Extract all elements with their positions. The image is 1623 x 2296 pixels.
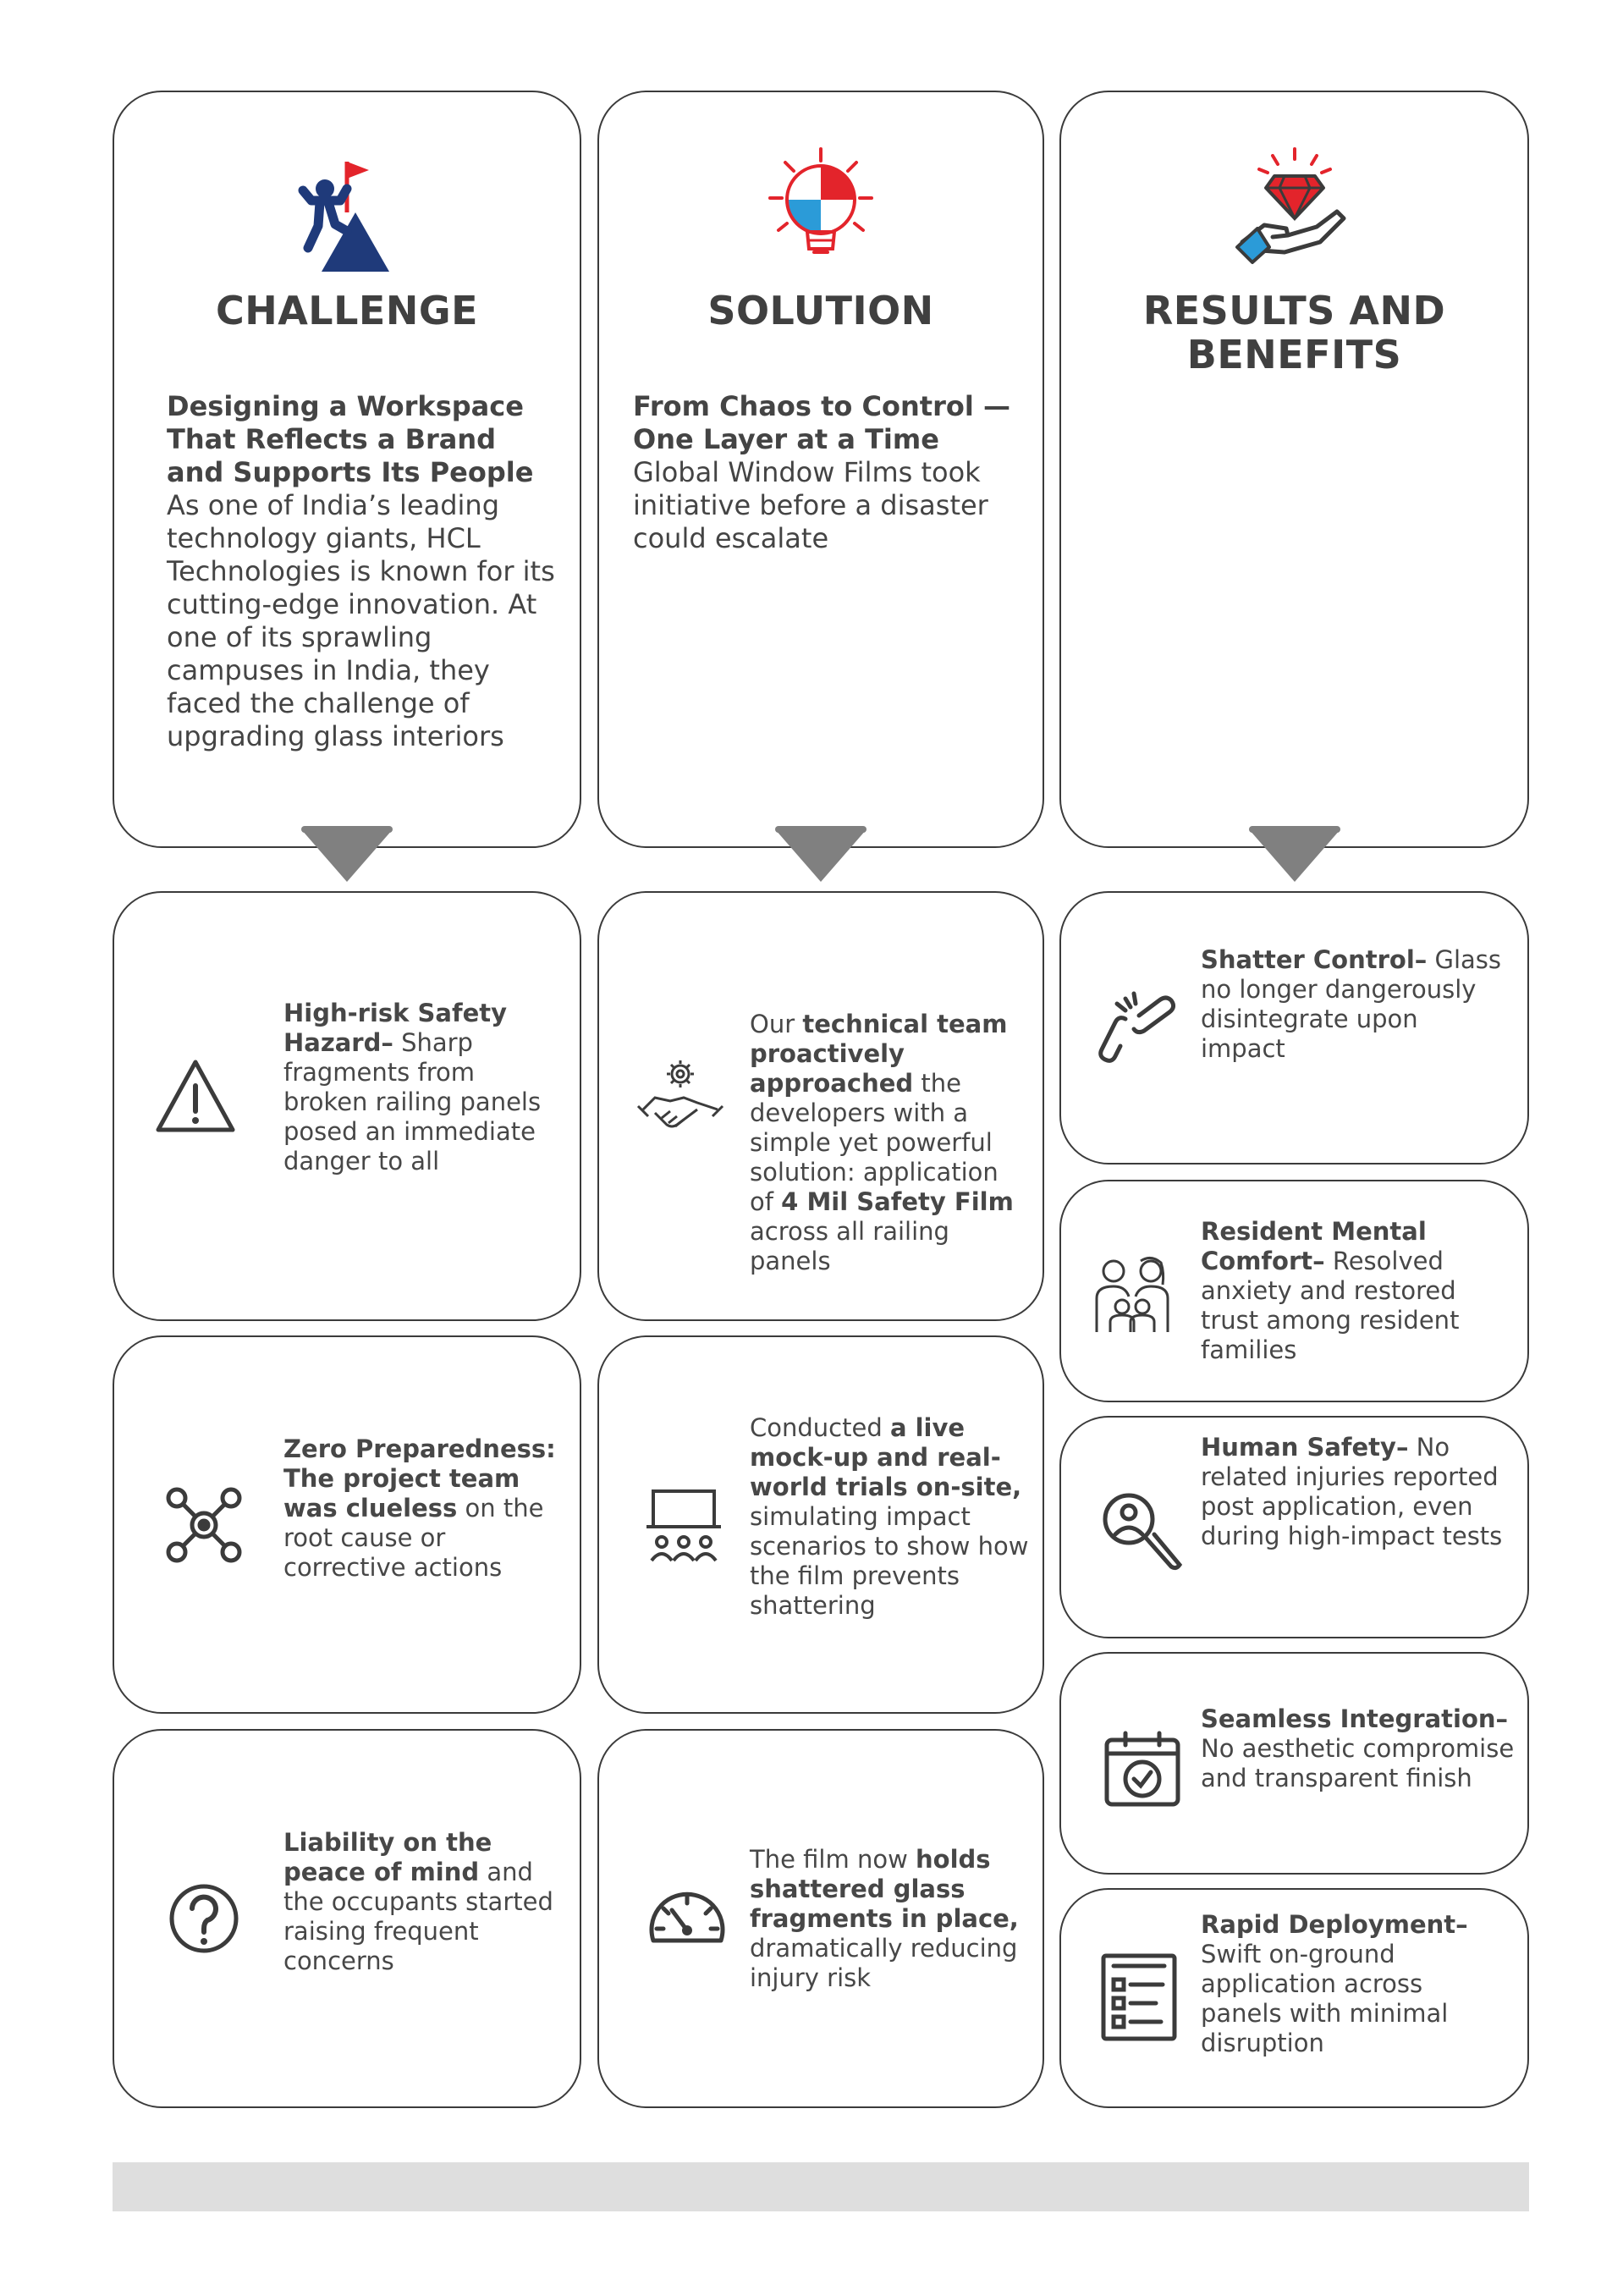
lightbulb-puzzle-icon [762, 147, 880, 266]
solution-item-1-part-5: across all railing panels [750, 1217, 949, 1275]
challenge-item-1-bold: High-risk Safety Hazard– [283, 999, 508, 1057]
result-item-3 [1059, 1416, 1529, 1638]
challenge-intro [167, 390, 556, 753]
result-item-4-text [1201, 1704, 1522, 1793]
solution-item-3-part-2: holds shattered glass fragments in place, [750, 1845, 1019, 1933]
challenge-item-2-bold: Zero Preparedness: The project team was clueless [283, 1434, 556, 1522]
solution-intro-body: Global Window Films took initiative before a disaster could escalate [633, 456, 988, 554]
solution-item-2-part-2: a live mock-up and real-world trials on-site, [750, 1413, 1022, 1501]
result-item-2-text [1201, 1217, 1505, 1365]
result-item-2-bold: Resident Mental Comfort– [1201, 1217, 1427, 1275]
result-item-4 [1059, 1652, 1529, 1875]
question-icon [160, 1875, 248, 1963]
solution-intro [633, 390, 1014, 555]
challenge-item-1 [113, 891, 581, 1321]
calendar-check-icon [1098, 1726, 1186, 1814]
gear-handshake-icon [636, 1054, 724, 1142]
solution-down-arrow [775, 829, 867, 882]
result-item-1 [1059, 891, 1529, 1165]
challenge-item-3-body: and the occupants started raising frequent concerns [283, 1858, 553, 1975]
result-item-3-body: No related injuries reported post application, even during high-impact tests [1201, 1433, 1503, 1550]
solution-intro-heading: From Chaos to Control — One Layer at a Time [633, 390, 1010, 455]
solution-item-3-part-3: dramatically reducing injury risk [750, 1934, 1018, 1992]
results-down-arrow [1249, 829, 1340, 882]
solution-item-2-part-3: simulating impact scenarios to show how the film prevents shattering [750, 1502, 1029, 1620]
network-nodes-icon [160, 1481, 248, 1569]
result-item-5-text [1201, 1910, 1505, 2058]
challenge-item-2-text [283, 1434, 563, 1583]
result-item-3-bold: Human Safety– [1201, 1433, 1409, 1462]
warning-icon [151, 1052, 239, 1140]
solution-item-3-text [750, 1845, 1029, 1993]
challenge-item-1-text [283, 999, 554, 1176]
challenge-intro-heading: Designing a Workspace That Reflects a Brand and Supports Its People [167, 390, 534, 488]
solution-header-card [597, 91, 1044, 848]
solution-item-1-part-3: the developers with a simple yet powerful solution: application of [750, 1069, 999, 1216]
challenge-down-arrow [301, 829, 393, 882]
challenge-item-3-bold: Liability on the peace of mind [283, 1828, 492, 1886]
solution-item-3-part-1: The film now [750, 1845, 916, 1874]
solution-item-2-part-1: Conducted [750, 1413, 890, 1442]
solution-item-2 [597, 1335, 1044, 1714]
checklist-icon [1095, 1952, 1183, 2040]
result-item-5-body: Swift on-ground application across panels with minimal disruption [1201, 1940, 1449, 2057]
challenge-intro-body: As one of India’s leading technology giants, HCL Technologies is known for its cutting-edge innovation. At one of its sprawling campuses in India, they faced the challenge of upgrading glass interiors [167, 489, 555, 752]
result-item-2 [1059, 1180, 1529, 1402]
gauge-icon [643, 1878, 731, 1966]
results-title: RESULTS AND BENEFITS [1142, 288, 1446, 377]
result-item-1-bold: Shatter Control– [1201, 945, 1428, 974]
challenge-item-3 [113, 1729, 581, 2108]
solution-item-1-part-2: technical team proactively approached [750, 1010, 1008, 1098]
result-item-4-body: No aesthetic compromise and transparent finish [1201, 1734, 1515, 1792]
broken-link-icon [1095, 982, 1183, 1070]
result-item-5-bold: Rapid Deployment– [1201, 1910, 1468, 1939]
challenge-item-1-body: Sharp fragments from broken railing panels posed an immediate danger to all [283, 1028, 542, 1176]
result-item-2-body: Resolved anxiety and restored trust among resident families [1201, 1247, 1460, 1364]
person-search-icon [1095, 1485, 1183, 1573]
challenge-title: CHALLENGE [215, 288, 479, 333]
solution-item-2-text [750, 1413, 1029, 1621]
challenge-item-2-body: on the root cause or corrective actions [283, 1494, 544, 1582]
solution-item-3 [597, 1729, 1044, 2108]
climber-flag-icon [288, 153, 406, 272]
result-item-5 [1059, 1888, 1529, 2108]
solution-item-1-text [750, 1010, 1029, 1276]
solution-item-1-part-1: Our [750, 1010, 803, 1038]
footer-bar [113, 2162, 1529, 2211]
results-header-card [1059, 91, 1529, 848]
result-item-4-bold: Seamless Integration– [1201, 1704, 1509, 1733]
hand-diamond-icon [1235, 147, 1354, 266]
presentation-audience-icon [640, 1483, 728, 1571]
result-item-1-text [1201, 945, 1505, 1064]
solution-item-1 [597, 891, 1044, 1321]
challenge-item-2 [113, 1335, 581, 1714]
challenge-item-3-text [283, 1828, 554, 1976]
result-item-1-body: Glass no longer dangerously disintegrate upon impact [1201, 945, 1502, 1063]
solution-item-1-part-4: 4 Mil Safety Film [781, 1187, 1014, 1216]
solution-title: SOLUTION [707, 288, 934, 333]
family-icon [1088, 1251, 1176, 1339]
result-item-3-text [1201, 1433, 1505, 1551]
challenge-header-card [113, 91, 581, 848]
